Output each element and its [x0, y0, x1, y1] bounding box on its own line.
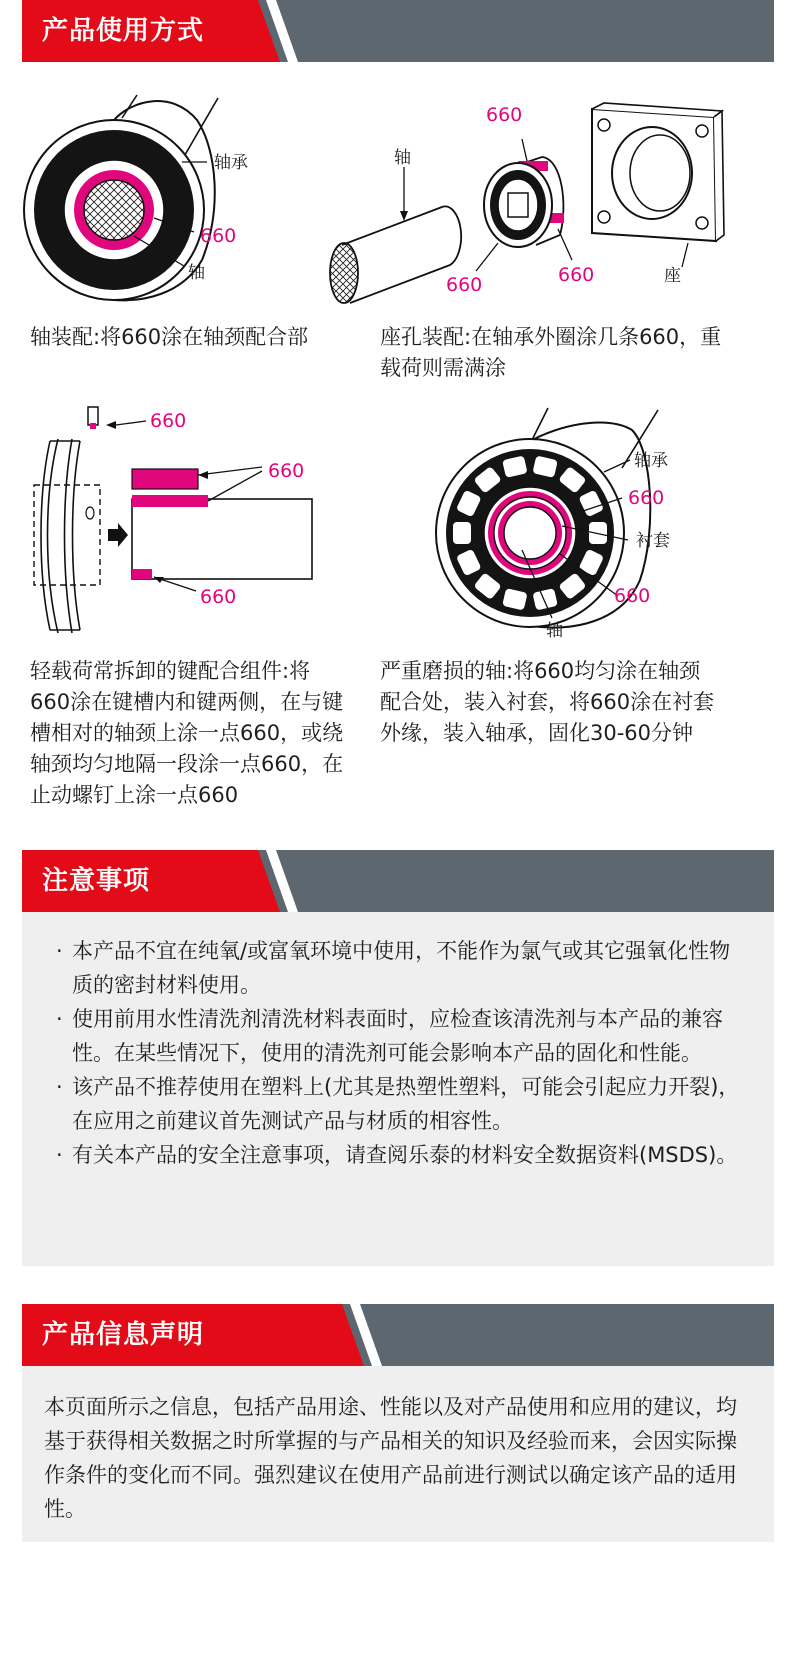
label-660-top: 660 [486, 104, 523, 126]
label-seat: 座 [664, 266, 681, 286]
label-660-outer: 660 [614, 585, 651, 607]
notes-list [56, 934, 746, 1172]
label-660-left: 660 [446, 274, 483, 296]
note-item: · 本产品不宜在纯氧/或富氧环境中使用，不能作为氯气或其它强氧化性物质的密封材料使用。 [56, 934, 746, 1002]
figure-housing-assembly [322, 95, 742, 305]
label-shaft: 轴 [394, 148, 411, 168]
section-banner-info [22, 1304, 774, 1366]
section-banner-notes [22, 850, 774, 912]
caption-key-assembly: 轻载荷常拆卸的键配合组件:将660涂在键槽内和键两侧，在与键槽相对的轴颈上涂一点660，或绕轴颈均匀地隔一段涂一点660，在止动螺钉上涂一点660 [30, 659, 344, 807]
caption-worn-shaft: 严重磨损的轴:将660均匀涂在轴颈配合处，装入衬套，将660涂在衬套外缘，装入轴承，固化30-60分钟 [380, 659, 715, 745]
label-bearing: 轴承 [634, 451, 668, 471]
label-660-key: 660 [268, 460, 305, 482]
label-sleeve: 衬套 [636, 531, 670, 551]
note-item: · 有关本产品的安全注意事项，请查阅乐泰的材料安全数据资料(MSDS)。 [56, 1138, 746, 1172]
note-item: · 使用前用水性清洗剂清洗材料表面时，应检查该清洗剂与本产品的兼容性。在某些情况下，使用的清洗剂可能会影响本产品的固化和性能。 [56, 1002, 746, 1070]
declaration-panel [22, 1366, 774, 1542]
figure-key-assembly [22, 405, 322, 645]
label-660: 660 [200, 225, 237, 247]
figure-worn-shaft [412, 400, 732, 645]
label-660-screw: 660 [150, 410, 187, 432]
label-shaft: 轴 [546, 621, 563, 641]
label-660-keyway: 660 [200, 586, 237, 608]
note-item: · 该产品不推荐使用在塑料上(尤其是热塑性塑料，可能会引起应力开裂)，在应用之前建议首先测试产品与材质的相容性。 [56, 1070, 746, 1138]
label-660-right: 660 [558, 264, 595, 286]
caption-housing-assembly: 座孔装配:在轴承外圈涂几条660，重载荷则需满涂 [380, 325, 722, 380]
section-title-info: 产品信息声明 [42, 1320, 205, 1350]
section-banner-usage [22, 0, 774, 62]
caption-shaft-assembly: 轴装配:将660涂在轴颈配合部 [30, 325, 309, 349]
section-title-notes: 注意事项 [42, 866, 151, 896]
roller [453, 522, 471, 544]
label-660-inner: 660 [628, 487, 665, 509]
declaration-text: 本页面所示之信息，包括产品用途、性能以及对产品使用和应用的建议，均基于获得相关数据之时所掌握的与产品相关的知识及经验而来，会因实际操作条件的变化而不同。强烈建议在使用产品前进行测试以确定该产品的适用性。 [44, 1395, 737, 1521]
label-shaft: 轴 [188, 263, 205, 283]
section-title-usage: 产品使用方式 [42, 16, 205, 46]
label-bearing: 轴承 [214, 153, 248, 173]
figure-shaft-assembly [22, 90, 322, 310]
notes-panel [22, 912, 774, 1266]
